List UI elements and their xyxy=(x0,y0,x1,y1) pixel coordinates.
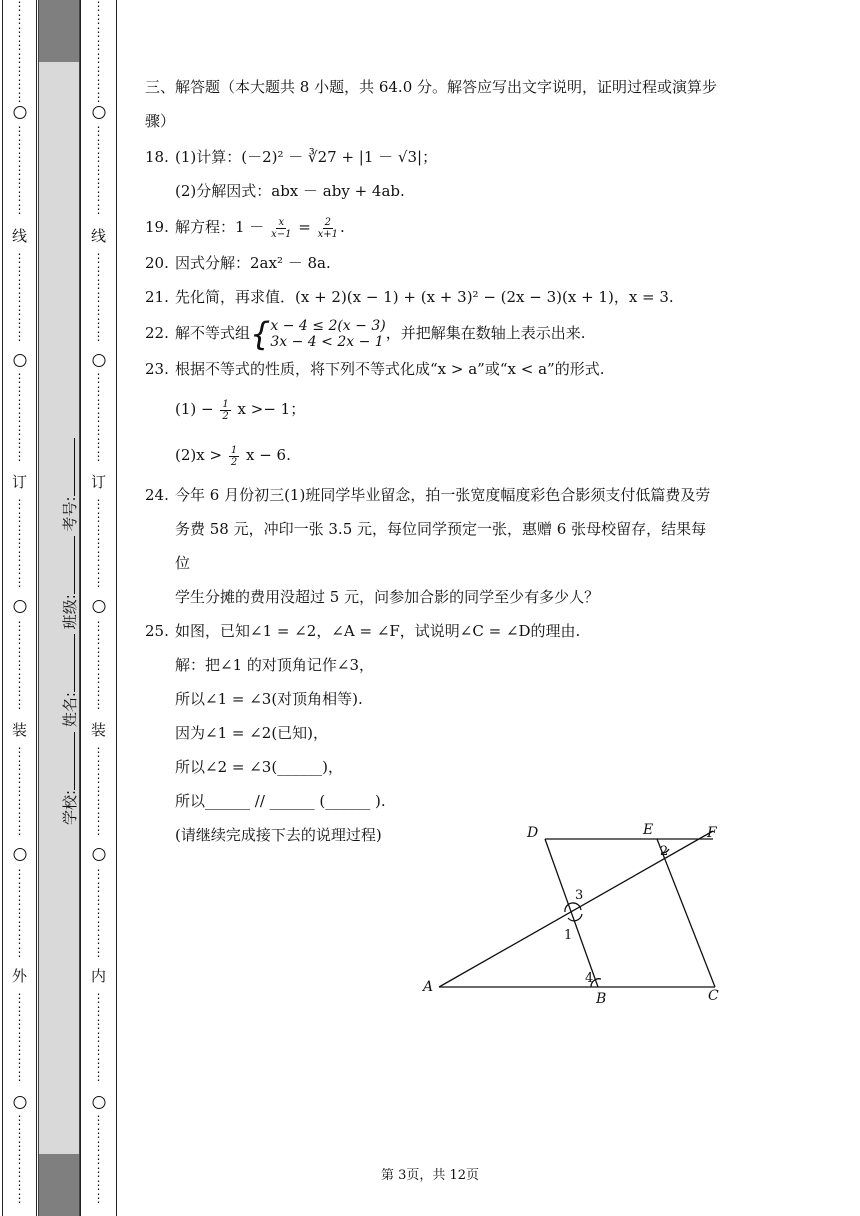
part-text: x >− 1； xyxy=(237,400,306,418)
margin-label: 订 xyxy=(89,474,107,489)
label-E: E xyxy=(643,822,654,838)
dotted-line: ⋮ ⋮ ⋮ ⋮ ⋮ ⋮ ⋮ xyxy=(92,124,105,216)
numerator: 1 xyxy=(222,398,229,410)
label-1: 1 xyxy=(564,928,573,943)
dotted-line: ⋮ ⋮ ⋮ ⋮ ⋮ ⋮ ⋮ xyxy=(13,371,26,463)
fraction xyxy=(229,445,239,468)
question-text: 根据不等式的性质，将下列不等式化成“x > a”或“x < a”的形式. xyxy=(175,360,605,378)
part-text: x − 6. xyxy=(245,446,291,464)
circle-mark xyxy=(92,848,105,861)
part-text: (1) − xyxy=(175,400,214,418)
circle-mark xyxy=(92,600,105,613)
question-number: 23. xyxy=(145,360,169,378)
margin-label: 装 xyxy=(10,722,28,737)
question-18 xyxy=(145,140,720,208)
exam-no-blank[interactable] xyxy=(62,438,75,496)
margin-label: 线 xyxy=(89,228,107,243)
question-line: 今年 6 月份初三(1)班同学毕业留念，拍一张宽度幅度彩色合影须支付低篇费及劳 xyxy=(175,486,711,504)
section-title-line: 骤） xyxy=(145,112,176,130)
dotted-line: ⋮ ⋮ ⋮ ⋮ ⋮ ⋮ ⋮ xyxy=(13,497,26,589)
line-AF xyxy=(439,831,713,987)
angle-arc-1 xyxy=(568,914,582,921)
question-text: 因式分解：2ax² － 8a. xyxy=(175,254,331,272)
question-part xyxy=(175,432,720,478)
label-A: A xyxy=(423,979,434,995)
circle-mark xyxy=(13,600,26,613)
question-text: 解方程：1 － xyxy=(175,218,265,236)
dotted-line: ⋮ ⋮ ⋮ ⋮ ⋮ ⋮ ⋮ xyxy=(13,745,26,837)
geometry-figure xyxy=(415,815,735,1015)
question-text: ，并把解集在数轴上表示出来. xyxy=(385,324,586,342)
dotted-line: ⋮ ⋮ ⋮ ⋮ ⋮ ⋮ ⋮ xyxy=(92,991,105,1083)
question-content xyxy=(145,70,720,852)
question-number: 24. xyxy=(145,486,169,504)
part-text: (2)x > xyxy=(175,446,223,464)
school-blank[interactable] xyxy=(62,732,75,790)
question-21 xyxy=(145,280,720,314)
label-2: 2 xyxy=(660,844,669,859)
dotted-line: ⋮ ⋮ ⋮ ⋮ ⋮ ⋮ ⋮ xyxy=(13,619,26,711)
fraction xyxy=(271,217,291,240)
label-3: 3 xyxy=(575,888,584,903)
circle-mark xyxy=(92,1096,105,1109)
dotted-line: ⋮ ⋮ ⋮ ⋮ ⋮ ⋮ ⋮ xyxy=(92,619,105,711)
dotted-line: ⋮ ⋮ ⋮ ⋮ ⋮ ⋮ ⋮ xyxy=(13,991,26,1083)
dark-block xyxy=(39,0,79,62)
margin-label: 线 xyxy=(10,228,28,243)
dotted-line: ⋮ ⋮ ⋮ ⋮ ⋮ ⋮ ⋮ xyxy=(92,497,105,589)
solution-line: 所以______ // ______ (______ ). xyxy=(175,792,386,810)
solution-line: 解：把∠1 的对顶角记作∠3， xyxy=(175,656,374,674)
question-part: (2)分解因式：abx － aby + 4ab. xyxy=(175,182,405,200)
label-C: C xyxy=(708,988,719,1004)
circle-mark xyxy=(13,848,26,861)
question-number: 19. xyxy=(145,218,169,236)
circle-mark xyxy=(92,354,105,367)
period: . xyxy=(340,218,345,236)
question-20 xyxy=(145,246,720,280)
class-blank[interactable] xyxy=(62,536,75,594)
circle-mark xyxy=(13,106,26,119)
question-text: 解不等式组 xyxy=(175,324,251,342)
question-number: 20. xyxy=(145,254,169,272)
dotted-line: ⋮ ⋮ ⋮ ⋮ ⋮ ⋮ ⋮ xyxy=(13,867,26,959)
question-part xyxy=(175,386,720,432)
question-number: 21. xyxy=(145,288,169,306)
school-label: 学校: xyxy=(61,789,79,825)
margin-label: 订 xyxy=(10,474,28,489)
inner-binding-strip xyxy=(80,0,117,1216)
question-line: 学生分摊的费用没超过 5 元，问参加合影的同学至少有多少人？ xyxy=(175,588,600,606)
dotted-line: ⋮ ⋮ ⋮ ⋮ ⋮ ⋮ ⋮ xyxy=(92,251,105,343)
label-D: D xyxy=(527,825,539,841)
page-footer: 第 3页，共 12页 xyxy=(380,1168,480,1183)
dotted-line: ⋮ ⋮ ⋮ ⋮ ⋮ ⋮ ⋮ xyxy=(13,124,26,216)
student-info-strip xyxy=(38,0,80,1216)
label-F: F xyxy=(707,825,717,841)
question-23 xyxy=(145,352,720,478)
margin-label: 装 xyxy=(89,722,107,737)
line-EC xyxy=(657,839,715,987)
margin-label: 内 xyxy=(89,968,107,983)
exam-no-label: 考号: xyxy=(61,496,79,532)
numerator: 2 xyxy=(324,216,331,228)
section-title xyxy=(145,70,720,138)
circle-mark xyxy=(13,1096,26,1109)
denominator: x−1 xyxy=(271,228,292,240)
solution-line: (请继续完成接下去的说理过程) xyxy=(175,826,382,844)
label-4: 4 xyxy=(585,971,594,986)
question-number: 18. xyxy=(145,148,169,166)
fraction xyxy=(220,399,230,422)
question-line: 如图，已知∠1 = ∠2，∠A = ∠F，试说明∠C = ∠D的理由. xyxy=(175,622,581,640)
denominator: 2 xyxy=(222,410,229,422)
dotted-line: ⋮ ⋮ ⋮ ⋮ ⋮ ⋮ ⋮ xyxy=(92,745,105,837)
dotted-line: ⋮ ⋮ ⋮ ⋮ ⋮ ⋮ ⋮ ⋮ xyxy=(13,0,26,104)
section-title-line: 三、解答题（本大题共 8 小题，共 64.0 分。解答应写出文字说明，证明过程或演算步 xyxy=(145,78,718,96)
dotted-line: ⋮ ⋮ ⋮ ⋮ ⋮ ⋮ ⋮ xyxy=(13,1113,26,1205)
inequality-row: x − 4 ≤ 2(x − 3) xyxy=(270,318,386,334)
question-part: (1)计算：(－2)² － ∛27 + |1 － √3|； xyxy=(175,148,438,166)
dotted-line: ⋮ ⋮ ⋮ ⋮ ⋮ ⋮ ⋮ ⋮ xyxy=(92,0,105,104)
name-label: 姓名: xyxy=(61,692,79,728)
question-line: 务费 58 元，冲印一张 3.5 元，每位同学预定一张，惠赠 6 张母校留存，结果每位 xyxy=(175,520,707,572)
margin-label: 外 xyxy=(10,968,28,983)
fraction xyxy=(318,217,338,240)
numerator: x xyxy=(278,216,285,228)
denominator: 2 xyxy=(230,456,238,468)
solution-line: 所以∠1 = ∠3(对顶角相等). xyxy=(175,690,363,708)
equals-sign: = xyxy=(298,218,311,236)
dotted-line: ⋮ ⋮ ⋮ ⋮ ⋮ ⋮ ⋮ xyxy=(13,251,26,343)
question-24 xyxy=(145,478,720,614)
dotted-line: ⋮ ⋮ ⋮ ⋮ ⋮ ⋮ ⋮ xyxy=(92,867,105,959)
solution-line: 所以∠2 = ∠3(______)， xyxy=(175,758,344,776)
numerator: 1 xyxy=(230,444,238,456)
inequality-system: { x − 4 ≤ 2(x − 3) 3x − 4 < 2x − 1 xyxy=(250,315,386,353)
question-number: 22. xyxy=(145,324,169,342)
inequality-row: 3x − 4 < 2x − 1 xyxy=(270,334,384,350)
question-text: 先化简，再求值．(x + 2)(x − 1) + (x + 3)² − (2x − 3)(x + 1)，x = 3. xyxy=(175,288,674,306)
question-22 xyxy=(145,314,720,352)
name-blank[interactable] xyxy=(62,634,75,692)
solution-line: 因为∠1 = ∠2(已知)， xyxy=(175,724,329,742)
question-number: 25. xyxy=(145,622,169,640)
class-label: 班级: xyxy=(61,594,79,630)
circle-mark xyxy=(13,354,26,367)
circle-mark xyxy=(92,106,105,119)
question-19 xyxy=(145,208,720,246)
line-DB xyxy=(545,839,598,987)
dotted-line: ⋮ ⋮ ⋮ ⋮ ⋮ ⋮ ⋮ xyxy=(92,371,105,463)
dotted-line: ⋮ ⋮ ⋮ ⋮ ⋮ ⋮ ⋮ xyxy=(92,1113,105,1205)
label-B: B xyxy=(596,991,607,1007)
denominator: x+1 xyxy=(317,228,339,240)
outer-binding-strip xyxy=(2,0,37,1216)
student-info xyxy=(39,395,79,825)
